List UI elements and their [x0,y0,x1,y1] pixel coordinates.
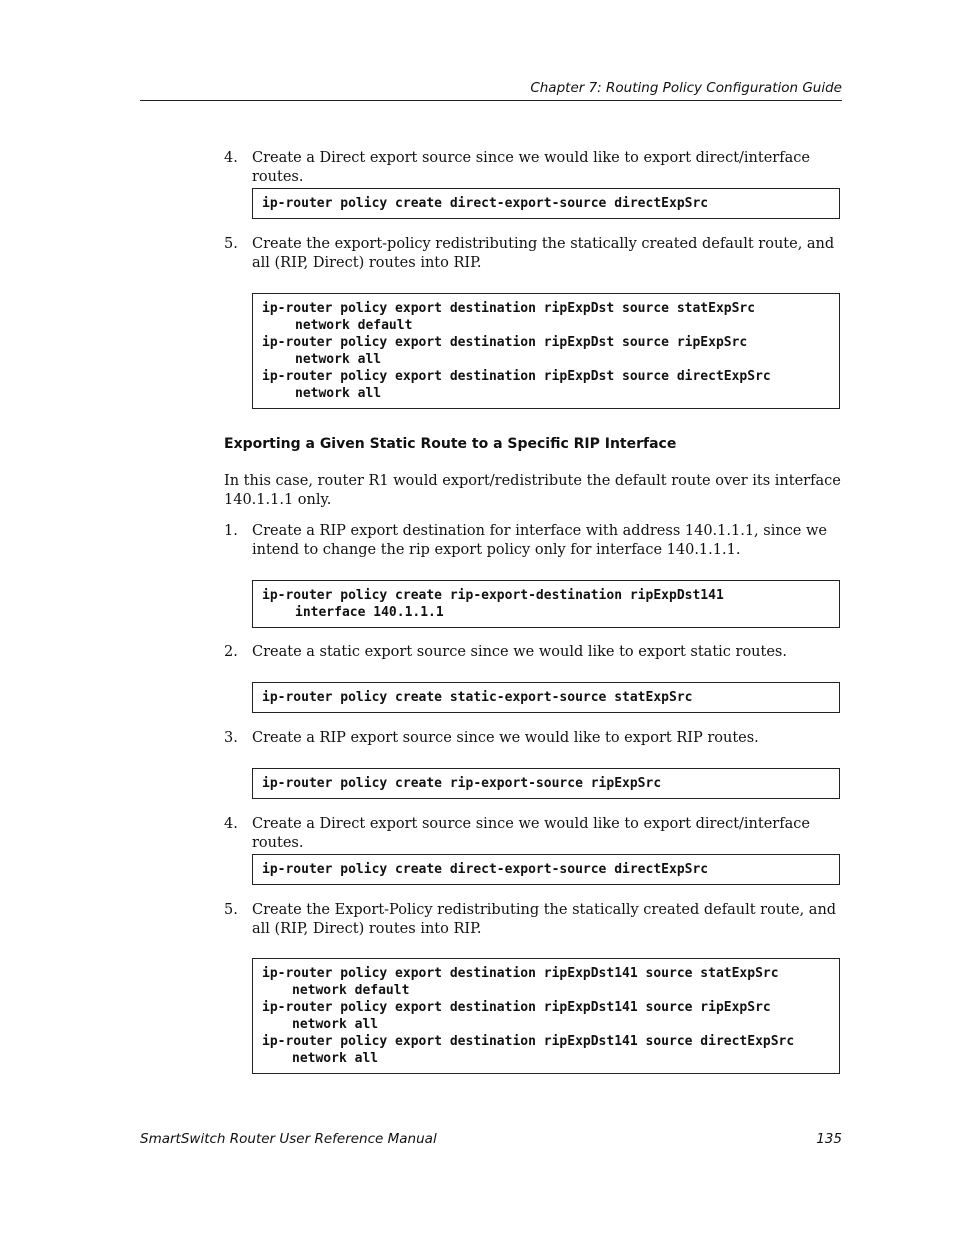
code-line: network all [292,1017,379,1032]
step-text: Create the Export-Policy redistributing the statically created default route, and all (RIP, Direct) routes into RIP. [252,902,837,937]
step-number: 3. [224,730,238,746]
code-line: ip-router policy export destination ripExpDst source ripExpSrc [262,335,748,350]
step-item [224,643,844,662]
step-text: Create a Direct export source since we would like to export direct/interface routes. [252,816,810,851]
code-line: interface 140.1.1.1 [295,605,444,620]
step-item [224,522,844,560]
code-line: ip-router policy create rip-export-destination ripExpDst141 [262,588,724,603]
intro-paragraph: In this case, router R1 would export/redistribute the default route over its interface 140.1.1.1 only. [224,473,841,508]
section-heading: Exporting a Given Static Route to a Specific RIP Interface [224,436,677,452]
code-line: network all [295,352,382,367]
step-text: Create a Direct export source since we would like to export direct/interface routes. [252,150,810,185]
code-line: network all [295,386,382,401]
step-number: 2. [224,644,238,660]
code-block [252,958,840,1074]
code-block [252,580,840,628]
page-number: 135 [816,1131,842,1147]
code-line: ip-router policy export destination ripExpDst141 source directExpSrc [262,1034,795,1049]
step-number: 1. [224,523,238,539]
code-block [252,188,840,219]
code-line: ip-router policy export destination ripExpDst141 source ripExpSrc [262,1000,771,1015]
step-text: Create the export-policy redistributing the statically created default route, and all (RIP, Direct) routes into RIP. [252,236,835,271]
code-line: ip-router policy create direct-export-source directExpSrc [262,862,709,877]
step-item [224,729,844,748]
code-block [252,293,840,409]
code-line: ip-router policy create static-export-source statExpSrc [262,690,693,705]
step-number: 5. [224,902,238,918]
code-line: ip-router policy export destination ripExpDst source directExpSrc [262,369,771,384]
code-block [252,854,840,885]
code-line: ip-router policy create rip-export-source ripExpSrc [262,776,662,791]
step-item [224,149,844,187]
step-number: 5. [224,236,238,252]
chapter-title: Chapter 7: Routing Policy Configuration Guide [530,80,842,96]
code-line: ip-router policy create direct-export-source directExpSrc [262,196,709,211]
code-line: network default [292,983,410,998]
step-text: Create a RIP export destination for interface with address 140.1.1.1, since we intend to change the rip export policy only for interface 140.1.1.1. [252,523,827,558]
step-number: 4. [224,150,238,166]
step-item [224,901,844,939]
page-header [140,78,842,101]
footer-title: SmartSwitch Router User Reference Manual [140,1131,437,1147]
step-text: Create a RIP export source since we would like to export RIP routes. [252,730,759,746]
code-line: network all [292,1051,379,1066]
step-item [224,815,844,853]
code-line: ip-router policy export destination ripExpDst source statExpSrc [262,301,756,316]
step-number: 4. [224,816,238,832]
step-item [224,235,844,273]
step-text: Create a static export source since we would like to export static routes. [252,644,787,660]
code-line: ip-router policy export destination ripExpDst141 source statExpSrc [262,966,779,981]
code-line: network default [295,318,413,333]
code-block [252,682,840,713]
code-block [252,768,840,799]
